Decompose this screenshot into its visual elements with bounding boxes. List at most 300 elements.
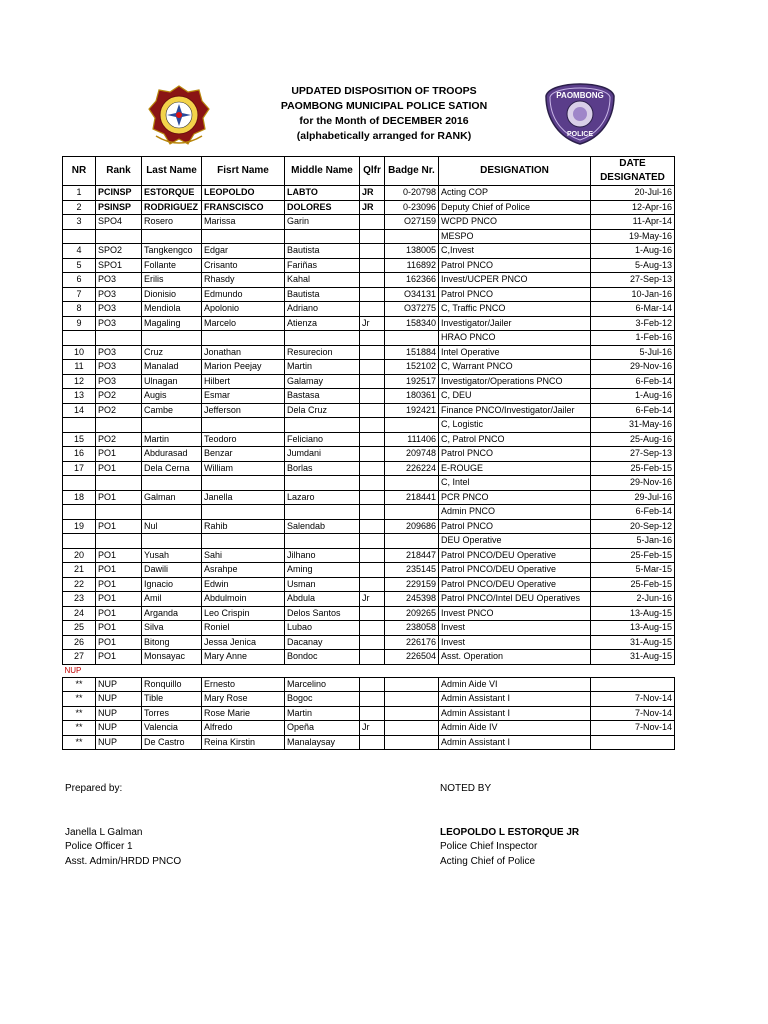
cell-date: 1-Aug-16 [591, 389, 675, 404]
cell-qlfr [360, 374, 385, 389]
cell-nr: ** [63, 692, 96, 707]
cell-qlfr [360, 650, 385, 665]
cell-last-name: Cruz [142, 345, 202, 360]
col-header-date: DATE DESIGNATED [591, 157, 675, 186]
cell-rank: PO3 [96, 374, 142, 389]
cell-last-name: Abdurasad [142, 447, 202, 462]
table-row [63, 374, 675, 389]
cell-date: 12-Apr-16 [591, 200, 675, 215]
cell-nr: 2 [63, 200, 96, 215]
cell-date: 1-Feb-16 [591, 331, 675, 346]
cell-qlfr [360, 345, 385, 360]
cell-last-name: Magaling [142, 316, 202, 331]
cell-designation: C,Invest [439, 244, 591, 259]
cell-first-name [202, 418, 285, 433]
cell-rank: PO1 [96, 519, 142, 534]
table-row [63, 273, 675, 288]
cell-rank [96, 476, 142, 491]
cell-date: 6-Mar-14 [591, 302, 675, 317]
cell-badge: 111406 [385, 432, 439, 447]
cell-qlfr [360, 563, 385, 578]
noted-by-title: Police Chief Inspector [440, 841, 538, 852]
cell-rank: PO1 [96, 592, 142, 607]
cell-badge: 162366 [385, 273, 439, 288]
cell-badge [385, 476, 439, 491]
cell-last-name: Cambe [142, 403, 202, 418]
cell-nr: 17 [63, 461, 96, 476]
cell-qlfr [360, 735, 385, 750]
cell-last-name: Martin [142, 432, 202, 447]
cell-first-name: Janella [202, 490, 285, 505]
table-row [63, 534, 675, 549]
cell-qlfr [360, 215, 385, 230]
cell-date: 6-Feb-14 [591, 505, 675, 520]
cell-qlfr [360, 331, 385, 346]
cell-last-name: Mendiola [142, 302, 202, 317]
cell-middle-name: Abdula [285, 592, 360, 607]
cell-qlfr [360, 621, 385, 636]
cell-last-name: Augis [142, 389, 202, 404]
cell-first-name: Teodoro [202, 432, 285, 447]
cell-badge: 192421 [385, 403, 439, 418]
cell-designation: Patrol PNCO [439, 258, 591, 273]
table-row [63, 721, 675, 736]
cell-badge: 0-23096 [385, 200, 439, 215]
cell-middle-name: DOLORES [285, 200, 360, 215]
table-row [63, 461, 675, 476]
cell-badge: 218441 [385, 490, 439, 505]
cell-last-name: Follante [142, 258, 202, 273]
cell-badge: 180361 [385, 389, 439, 404]
cell-badge [385, 331, 439, 346]
cell-middle-name [285, 229, 360, 244]
cell-nr: 14 [63, 403, 96, 418]
cell-designation: Invest/UCPER PNCO [439, 273, 591, 288]
cell-designation: HRAO PNCO [439, 331, 591, 346]
table-row [63, 476, 675, 491]
cell-first-name [202, 476, 285, 491]
table-row [63, 692, 675, 707]
cell-nr: 26 [63, 635, 96, 650]
cell-badge: 235145 [385, 563, 439, 578]
cell-designation: DEU Operative [439, 534, 591, 549]
cell-designation: Intel Operative [439, 345, 591, 360]
cell-middle-name: Garin [285, 215, 360, 230]
cell-rank: NUP [96, 692, 142, 707]
cell-qlfr [360, 287, 385, 302]
cell-nr: 6 [63, 273, 96, 288]
cell-nr [63, 505, 96, 520]
cell-nr: ** [63, 735, 96, 750]
cell-badge: 218447 [385, 548, 439, 563]
cell-nr: 25 [63, 621, 96, 636]
cell-rank: NUP [96, 677, 142, 692]
prepared-by-block [65, 782, 181, 869]
cell-middle-name: LABTO [285, 186, 360, 201]
cell-middle-name: Bautista [285, 287, 360, 302]
noted-by-position: Acting Chief of Police [440, 855, 536, 867]
cell-last-name: Dela Cerna [142, 461, 202, 476]
cell-badge: 138005 [385, 244, 439, 259]
cell-qlfr [360, 403, 385, 418]
cell-nr: ** [63, 721, 96, 736]
cell-qlfr [360, 534, 385, 549]
table-row [63, 650, 675, 665]
cell-designation: Admin Aide IV [439, 721, 591, 736]
cell-badge: 158340 [385, 316, 439, 331]
cell-middle-name [285, 418, 360, 433]
cell-designation: E-ROUGE [439, 461, 591, 476]
cell-nr [63, 418, 96, 433]
cell-rank: PO1 [96, 650, 142, 665]
cell-rank [96, 418, 142, 433]
cell-last-name: Torres [142, 706, 202, 721]
cell-last-name: ESTORQUE [142, 186, 202, 201]
cell-rank: SPO1 [96, 258, 142, 273]
header-note: (alphabetically arranged for RANK) [296, 130, 472, 142]
cell-last-name [142, 418, 202, 433]
cell-middle-name: Opeña [285, 721, 360, 736]
cell-first-name [202, 229, 285, 244]
table-row [63, 432, 675, 447]
cell-rank: NUP [96, 706, 142, 721]
cell-middle-name: Martin [285, 360, 360, 375]
cell-qlfr [360, 418, 385, 433]
table-row [63, 287, 675, 302]
cell-date: 10-Jan-16 [591, 287, 675, 302]
cell-last-name [142, 534, 202, 549]
cell-designation: Patrol PNCO/DEU Operative [439, 548, 591, 563]
col-header-middle-name: Middle Name [285, 157, 360, 186]
cell-designation: Patrol PNCO [439, 519, 591, 534]
cell-last-name [142, 229, 202, 244]
cell-date: 29-Nov-16 [591, 476, 675, 491]
table-row [63, 519, 675, 534]
cell-first-name: Marion Peejay [202, 360, 285, 375]
nup-section-row [63, 664, 675, 677]
cell-rank: SPO4 [96, 215, 142, 230]
cell-last-name: Valencia [142, 721, 202, 736]
cell-first-name [202, 534, 285, 549]
cell-middle-name: Bogoc [285, 692, 360, 707]
table-row [63, 447, 675, 462]
prepared-by-name: Janella L Galman [65, 826, 143, 838]
cell-designation: Admin Assistant I [439, 735, 591, 750]
cell-first-name: Alfredo [202, 721, 285, 736]
table-header-row [63, 157, 675, 186]
cell-middle-name: Dela Cruz [285, 403, 360, 418]
cell-qlfr: JR [360, 200, 385, 215]
cell-last-name: RODRIGUEZ [142, 200, 202, 215]
table-row [63, 345, 675, 360]
table-row [63, 360, 675, 375]
cell-first-name: Marissa [202, 215, 285, 230]
cell-first-name: Reina Kirstin [202, 735, 285, 750]
cell-last-name [142, 331, 202, 346]
cell-last-name: Silva [142, 621, 202, 636]
cell-middle-name [285, 505, 360, 520]
cell-badge: 226176 [385, 635, 439, 650]
cell-nr: 23 [63, 592, 96, 607]
cell-badge [385, 721, 439, 736]
cell-designation: Admin Aide VI [439, 677, 591, 692]
cell-first-name: Leo Crispin [202, 606, 285, 621]
cell-rank: PO1 [96, 548, 142, 563]
cell-badge: O37275 [385, 302, 439, 317]
cell-first-name: Edmundo [202, 287, 285, 302]
cell-date: 5-Aug-13 [591, 258, 675, 273]
table-row [63, 490, 675, 505]
cell-badge: 0-20798 [385, 186, 439, 201]
cell-date [591, 677, 675, 692]
cell-designation: Acting COP [439, 186, 591, 201]
cell-nr: 10 [63, 345, 96, 360]
cell-rank [96, 331, 142, 346]
noted-by-name: LEOPOLDO L ESTORQUE JR [440, 826, 580, 838]
cell-badge: 245398 [385, 592, 439, 607]
cell-badge: 152102 [385, 360, 439, 375]
cell-rank [96, 534, 142, 549]
cell-date: 13-Aug-15 [591, 621, 675, 636]
cell-qlfr [360, 360, 385, 375]
cell-qlfr: Jr [360, 721, 385, 736]
cell-badge: 226224 [385, 461, 439, 476]
cell-qlfr [360, 606, 385, 621]
cell-badge: 226504 [385, 650, 439, 665]
cell-first-name: Jefferson [202, 403, 285, 418]
col-header-last-name: Last Name [142, 157, 202, 186]
cell-designation: WCPD PNCO [439, 215, 591, 230]
table-row [63, 548, 675, 563]
cell-qlfr: Jr [360, 316, 385, 331]
cell-nr: 1 [63, 186, 96, 201]
cell-middle-name: Feliciano [285, 432, 360, 447]
cell-badge: O34131 [385, 287, 439, 302]
cell-middle-name: Bastasa [285, 389, 360, 404]
cell-middle-name: Delos Santos [285, 606, 360, 621]
table-row [63, 592, 675, 607]
cell-middle-name: Lazaro [285, 490, 360, 505]
cell-date: 6-Feb-14 [591, 374, 675, 389]
cell-rank: PCINSP [96, 186, 142, 201]
cell-nr [63, 534, 96, 549]
cell-date: 31-Aug-15 [591, 650, 675, 665]
cell-middle-name: Manalaysay [285, 735, 360, 750]
cell-designation: Invest [439, 635, 591, 650]
table-row [63, 258, 675, 273]
cell-date: 13-Aug-15 [591, 606, 675, 621]
cell-middle-name [285, 476, 360, 491]
cell-qlfr [360, 302, 385, 317]
cell-badge [385, 534, 439, 549]
cell-rank [96, 229, 142, 244]
table-row [63, 316, 675, 331]
cell-first-name: Marcelo [202, 316, 285, 331]
cell-rank: PO3 [96, 345, 142, 360]
cell-rank: NUP [96, 735, 142, 750]
cell-nr: ** [63, 677, 96, 692]
cell-nr: 18 [63, 490, 96, 505]
cell-date: 29-Nov-16 [591, 360, 675, 375]
cell-middle-name: Salendab [285, 519, 360, 534]
cell-first-name [202, 505, 285, 520]
cell-rank: NUP [96, 721, 142, 736]
cell-last-name: Dionisio [142, 287, 202, 302]
col-header-qlfr: Qlfr [360, 157, 385, 186]
cell-nr: 4 [63, 244, 96, 259]
cell-designation: Admin Assistant I [439, 692, 591, 707]
cell-nr: 8 [63, 302, 96, 317]
cell-date: 29-Jul-16 [591, 490, 675, 505]
cell-middle-name: Jilhano [285, 548, 360, 563]
cell-rank: PO2 [96, 403, 142, 418]
cell-date: 2-Jun-16 [591, 592, 675, 607]
cell-nr: 12 [63, 374, 96, 389]
cell-rank: PO1 [96, 461, 142, 476]
cell-nr: ** [63, 706, 96, 721]
cell-qlfr [360, 476, 385, 491]
table-row [63, 200, 675, 215]
table-row [63, 577, 675, 592]
table-row [63, 418, 675, 433]
cell-badge: 192517 [385, 374, 439, 389]
cell-middle-name: Martin [285, 706, 360, 721]
cell-designation: Deputy Chief of Police [439, 200, 591, 215]
cell-badge [385, 418, 439, 433]
cell-date: 3-Feb-12 [591, 316, 675, 331]
table-row [63, 186, 675, 201]
cell-designation: Invest PNCO [439, 606, 591, 621]
cell-nr [63, 476, 96, 491]
cell-middle-name: Aming [285, 563, 360, 578]
cell-qlfr [360, 244, 385, 259]
table-row [63, 244, 675, 259]
cell-nr: 11 [63, 360, 96, 375]
cell-date: 7-Nov-14 [591, 721, 675, 736]
cell-designation: Patrol PNCO [439, 447, 591, 462]
cell-rank: PO3 [96, 360, 142, 375]
cell-nr: 20 [63, 548, 96, 563]
cell-qlfr: Jr [360, 592, 385, 607]
col-header-rank: Rank [96, 157, 142, 186]
cell-nr: 5 [63, 258, 96, 273]
table-row [63, 229, 675, 244]
cell-first-name: FRANSCISCO [202, 200, 285, 215]
table-row [63, 302, 675, 317]
cell-rank: PSINSP [96, 200, 142, 215]
table-row [63, 735, 675, 750]
cell-qlfr [360, 519, 385, 534]
cell-rank: PO2 [96, 432, 142, 447]
table-row [63, 505, 675, 520]
cell-qlfr [360, 577, 385, 592]
cell-middle-name: Kahal [285, 273, 360, 288]
cell-designation: Patrol PNCO [439, 287, 591, 302]
cell-first-name: LEOPOLDO [202, 186, 285, 201]
cell-designation: C, Traffic PNCO [439, 302, 591, 317]
cell-nr: 13 [63, 389, 96, 404]
cell-last-name: Galman [142, 490, 202, 505]
cell-badge: 209265 [385, 606, 439, 621]
cell-rank: PO1 [96, 490, 142, 505]
cell-designation: Investigator/Jailer [439, 316, 591, 331]
cell-designation: C, DEU [439, 389, 591, 404]
cell-middle-name: Fariñas [285, 258, 360, 273]
cell-first-name: Esmar [202, 389, 285, 404]
cell-first-name: Rhasdy [202, 273, 285, 288]
document-header [0, 84, 768, 144]
cell-qlfr [360, 635, 385, 650]
nup-section-label: NUP [64, 665, 82, 675]
cell-nr: 27 [63, 650, 96, 665]
cell-date: 11-Apr-14 [591, 215, 675, 230]
cell-rank [96, 505, 142, 520]
cell-badge [385, 692, 439, 707]
cell-nr: 22 [63, 577, 96, 592]
cell-designation: Admin PNCO [439, 505, 591, 520]
cell-middle-name [285, 331, 360, 346]
cell-first-name: Mary Anne [202, 650, 285, 665]
cell-date: 25-Feb-15 [591, 461, 675, 476]
cell-first-name: Edgar [202, 244, 285, 259]
table-row [63, 635, 675, 650]
cell-designation: C, Intel [439, 476, 591, 491]
cell-badge [385, 706, 439, 721]
cell-nr: 16 [63, 447, 96, 462]
cell-middle-name: Adriano [285, 302, 360, 317]
cell-qlfr [360, 447, 385, 462]
cell-middle-name: Galamay [285, 374, 360, 389]
cell-designation: C, Logistic [439, 418, 591, 433]
cell-date: 5-Jul-16 [591, 345, 675, 360]
cell-date: 25-Feb-15 [591, 548, 675, 563]
cell-rank: SPO2 [96, 244, 142, 259]
cell-badge: 116892 [385, 258, 439, 273]
cell-qlfr [360, 229, 385, 244]
header-station: PAOMBONG MUNICIPAL POLICE SATION [280, 100, 488, 112]
cell-designation: Asst. Operation [439, 650, 591, 665]
cell-last-name: De Castro [142, 735, 202, 750]
header-month: for the Month of DECEMBER 2016 [299, 115, 469, 127]
cell-date: 6-Feb-14 [591, 403, 675, 418]
cell-qlfr [360, 677, 385, 692]
cell-first-name: Rahib [202, 519, 285, 534]
cell-middle-name: Resurecion [285, 345, 360, 360]
cell-last-name: Manalad [142, 360, 202, 375]
cell-designation: C, Patrol PNCO [439, 432, 591, 447]
cell-last-name: Nul [142, 519, 202, 534]
cell-first-name: Hilbert [202, 374, 285, 389]
cell-rank: PO1 [96, 447, 142, 462]
cell-designation: Patrol PNCO/DEU Operative [439, 563, 591, 578]
cell-qlfr [360, 432, 385, 447]
cell-last-name: Erilis [142, 273, 202, 288]
cell-qlfr [360, 706, 385, 721]
cell-first-name: Sahi [202, 548, 285, 563]
cell-last-name: Monsayac [142, 650, 202, 665]
cell-middle-name: Bautista [285, 244, 360, 259]
cell-badge: 229159 [385, 577, 439, 592]
table-row [63, 403, 675, 418]
cell-qlfr [360, 490, 385, 505]
cell-badge: O27159 [385, 215, 439, 230]
cell-middle-name: Dacanay [285, 635, 360, 650]
col-header-badge: Badge Nr. [385, 157, 439, 186]
cell-first-name: Roniel [202, 621, 285, 636]
cell-date: 7-Nov-14 [591, 692, 675, 707]
cell-designation: PCR PNCO [439, 490, 591, 505]
prepared-by-title: Police Officer 1 [65, 841, 133, 852]
